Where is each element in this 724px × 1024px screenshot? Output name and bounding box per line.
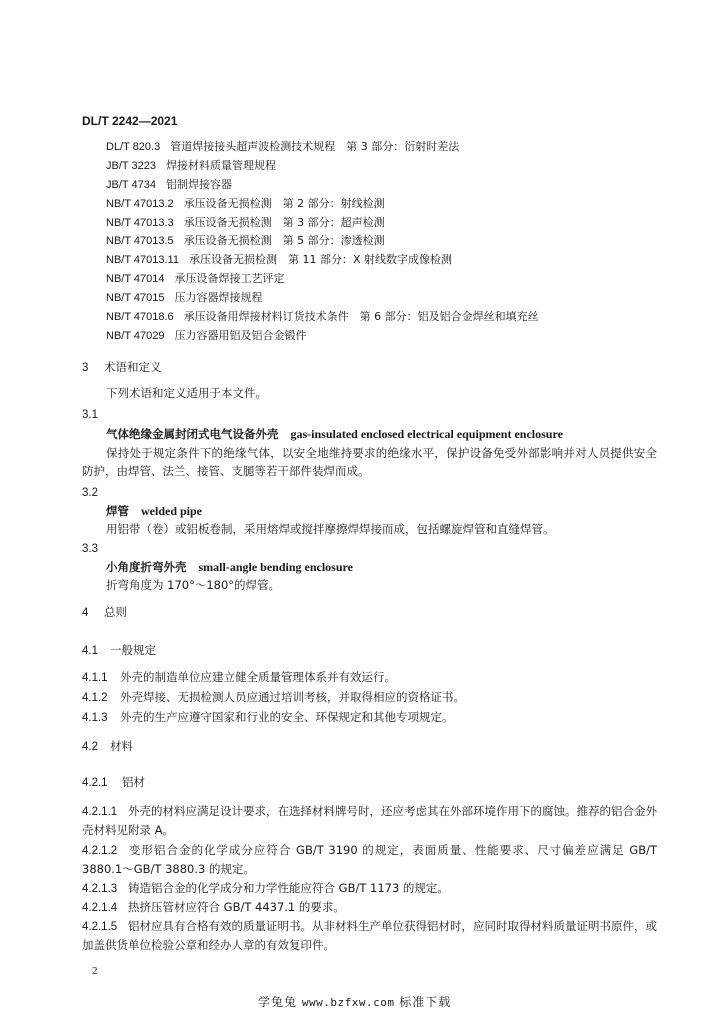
reference-item: [106, 214, 666, 233]
reference-code: NB/T 47013.5: [106, 235, 174, 248]
term-english: gas-insulated enclosed electrical equipment enclosure: [290, 427, 563, 441]
subsection-number: 4.2.1: [82, 777, 108, 789]
reference-title: 焊接材料质量管理规程: [165, 158, 276, 172]
term-definition: 保持处于规定条件下的绝缘气体，以安全地维持要求的绝缘水平，保护设备免受外部影响并对人员提供安全防护，由焊管、法兰、接管、支腿等若干部件装焊而成。: [82, 446, 657, 478]
term-definition: 折弯角度为 170°～180°的焊管。: [106, 578, 281, 592]
section-number: 3: [82, 362, 89, 374]
reference-code: NB/T 47013.11: [106, 254, 179, 267]
clause-number: 4.2.1.5: [82, 921, 118, 933]
subsection-4-2-1-heading: [82, 773, 145, 792]
reference-title: 承压设备无损检测 第 2 部分：射线检测: [183, 196, 385, 210]
clause-text: 铝材应具有合格有效的质量证明书。从非材料生产单位获得铝材时，应同时取得材料质量证明书原件，或加盖供货单位检验公章和经办人章的有效复印件。: [82, 919, 657, 952]
section-title: 总则: [104, 605, 127, 619]
clause-item: [82, 668, 396, 687]
reference-title: 铝制焊接容器: [165, 177, 232, 191]
subsection-number: 4.2: [82, 741, 98, 753]
doc-code-header: DL/T 2242—2021: [82, 114, 178, 128]
reference-item: [106, 232, 666, 251]
clause-item: [82, 879, 449, 898]
subsection-title: 铝材: [122, 775, 145, 789]
footer-watermark: [258, 993, 451, 1012]
reference-title: 承压设备无损检测 第 3 部分：超声检测: [183, 215, 385, 229]
clause-item: [82, 917, 657, 954]
normative-references-list: [106, 138, 666, 346]
clause-number: 4.2.1.1: [82, 806, 118, 818]
page-number: 2: [92, 965, 98, 977]
section-4-heading: [82, 603, 127, 622]
clause-item: [82, 688, 465, 707]
reference-item: [106, 195, 666, 214]
reference-title: 压力容器用铝及铝合金锻件: [174, 328, 307, 342]
section-title: 术语和定义: [104, 360, 162, 374]
reference-item: [106, 327, 666, 346]
clause-number: 4.1.2: [82, 692, 108, 704]
clause-text: 外壳的生产应遵守国家和行业的安全、环保规定和其他专项规定。: [120, 710, 454, 724]
clause-number: 4.2.1.2: [82, 845, 118, 857]
section-3-heading: [82, 358, 162, 377]
subsection-number: 4.1: [82, 645, 98, 657]
clause-number: 4.1.3: [82, 712, 108, 724]
reference-item: [106, 270, 666, 289]
reference-code: NB/T 47029: [106, 329, 165, 342]
reference-code: DL/T 820.3: [106, 141, 161, 153]
reference-item: [106, 176, 666, 195]
reference-code: NB/T 47018.6: [106, 311, 174, 324]
clause-text: 铸造铝合金的化学成分和力学性能应符合 GB/T 1173 的规定。: [128, 881, 449, 895]
term-english: small-angle bending enclosure: [198, 560, 353, 574]
reference-code: NB/T 47013.2: [106, 197, 174, 210]
clause-text: 外壳焊接、无损检测人员应通过培训考核，并取得相应的资格证书。: [120, 690, 465, 704]
footer-site-name: 学兔兔: [258, 995, 298, 1009]
reference-title: 压力容器焊接规程: [174, 291, 263, 305]
clause-item: [82, 841, 657, 878]
term-heading: [106, 502, 202, 520]
reference-item: [106, 157, 666, 176]
term-number: 3.1: [82, 409, 98, 421]
clause-item: [82, 802, 657, 839]
reference-title: 管道焊接接头超声波检测技术规程 第 3 部分：衍射时差法: [170, 140, 460, 153]
section-number: 4: [82, 607, 89, 619]
clause-number: 4.2.1.3: [82, 883, 118, 895]
clause-text: 热挤压管材应符合 GB/T 4437.1 的要求。: [128, 900, 345, 914]
subsection-title: 材料: [110, 739, 133, 753]
clause-item: [82, 708, 454, 727]
reference-code: NB/T 47013.3: [106, 216, 174, 229]
clause-text: 外壳的制造单位应建立健全质量管理体系并有效运行。: [120, 670, 396, 684]
reference-item: [106, 251, 666, 270]
subsection-title: 一般规定: [110, 643, 156, 657]
term-chinese: 小角度折弯外壳: [106, 560, 187, 574]
reference-item: [106, 308, 666, 327]
clause-number: 4.2.1.4: [82, 902, 118, 914]
reference-item: [106, 138, 666, 157]
reference-code: JB/T 4734: [106, 178, 156, 191]
reference-item: [106, 289, 666, 308]
reference-code: NB/T 47015: [106, 292, 165, 305]
term-chinese: 焊管: [106, 504, 129, 518]
term-number: 3.3: [82, 543, 98, 555]
term-heading: [106, 425, 563, 443]
term-definition: 用铝带（卷）或铝板卷制，采用熔焊或搅拌摩擦焊焊接而成，包括螺旋焊管和直缝焊管。: [106, 522, 555, 536]
reference-title: 承压设备无损检测 第 5 部分：渗透检测: [183, 234, 385, 248]
reference-title: 承压设备无损检测 第 11 部分：X 射线数字成像检测: [188, 253, 453, 267]
footer-site-url[interactable]: www.bzfxw.com: [301, 996, 395, 1009]
section-3-intro: 下列术语和定义适用于本文件。: [106, 386, 267, 400]
reference-title: 承压设备焊接工艺评定: [174, 272, 285, 286]
clause-item: [82, 898, 345, 917]
reference-code: NB/T 47014: [106, 273, 165, 286]
term-chinese: 气体绝缘金属封闭式电气设备外壳: [106, 427, 279, 441]
subsection-4-1-heading: [82, 641, 156, 660]
term-number: 3.2: [82, 487, 98, 499]
subsection-4-2-heading: [82, 737, 133, 756]
term-english: welded pipe: [141, 504, 203, 518]
clause-number: 4.1.1: [82, 672, 108, 684]
footer-slogan: 标准下载: [399, 995, 452, 1009]
term-heading: [106, 558, 353, 576]
reference-code: JB/T 3223: [106, 159, 156, 172]
reference-title: 承压设备用焊接材料订货技术条件 第 6 部分：铝及铝合金焊丝和填充丝: [183, 310, 539, 324]
clause-text: 外壳的材料应满足设计要求，在选择材料牌号时，还应考虑其在外部环境作用下的腐蚀。推荐的铝合金外壳材料见附录 A。: [82, 804, 657, 837]
clause-text: 变形铝合金的化学成分应符合 GB/T 3190 的规定，表面质量、性能要求、尺寸偏差应满足 GB/T 3880.1～GB/T 3880.3 的规定。: [82, 843, 657, 876]
